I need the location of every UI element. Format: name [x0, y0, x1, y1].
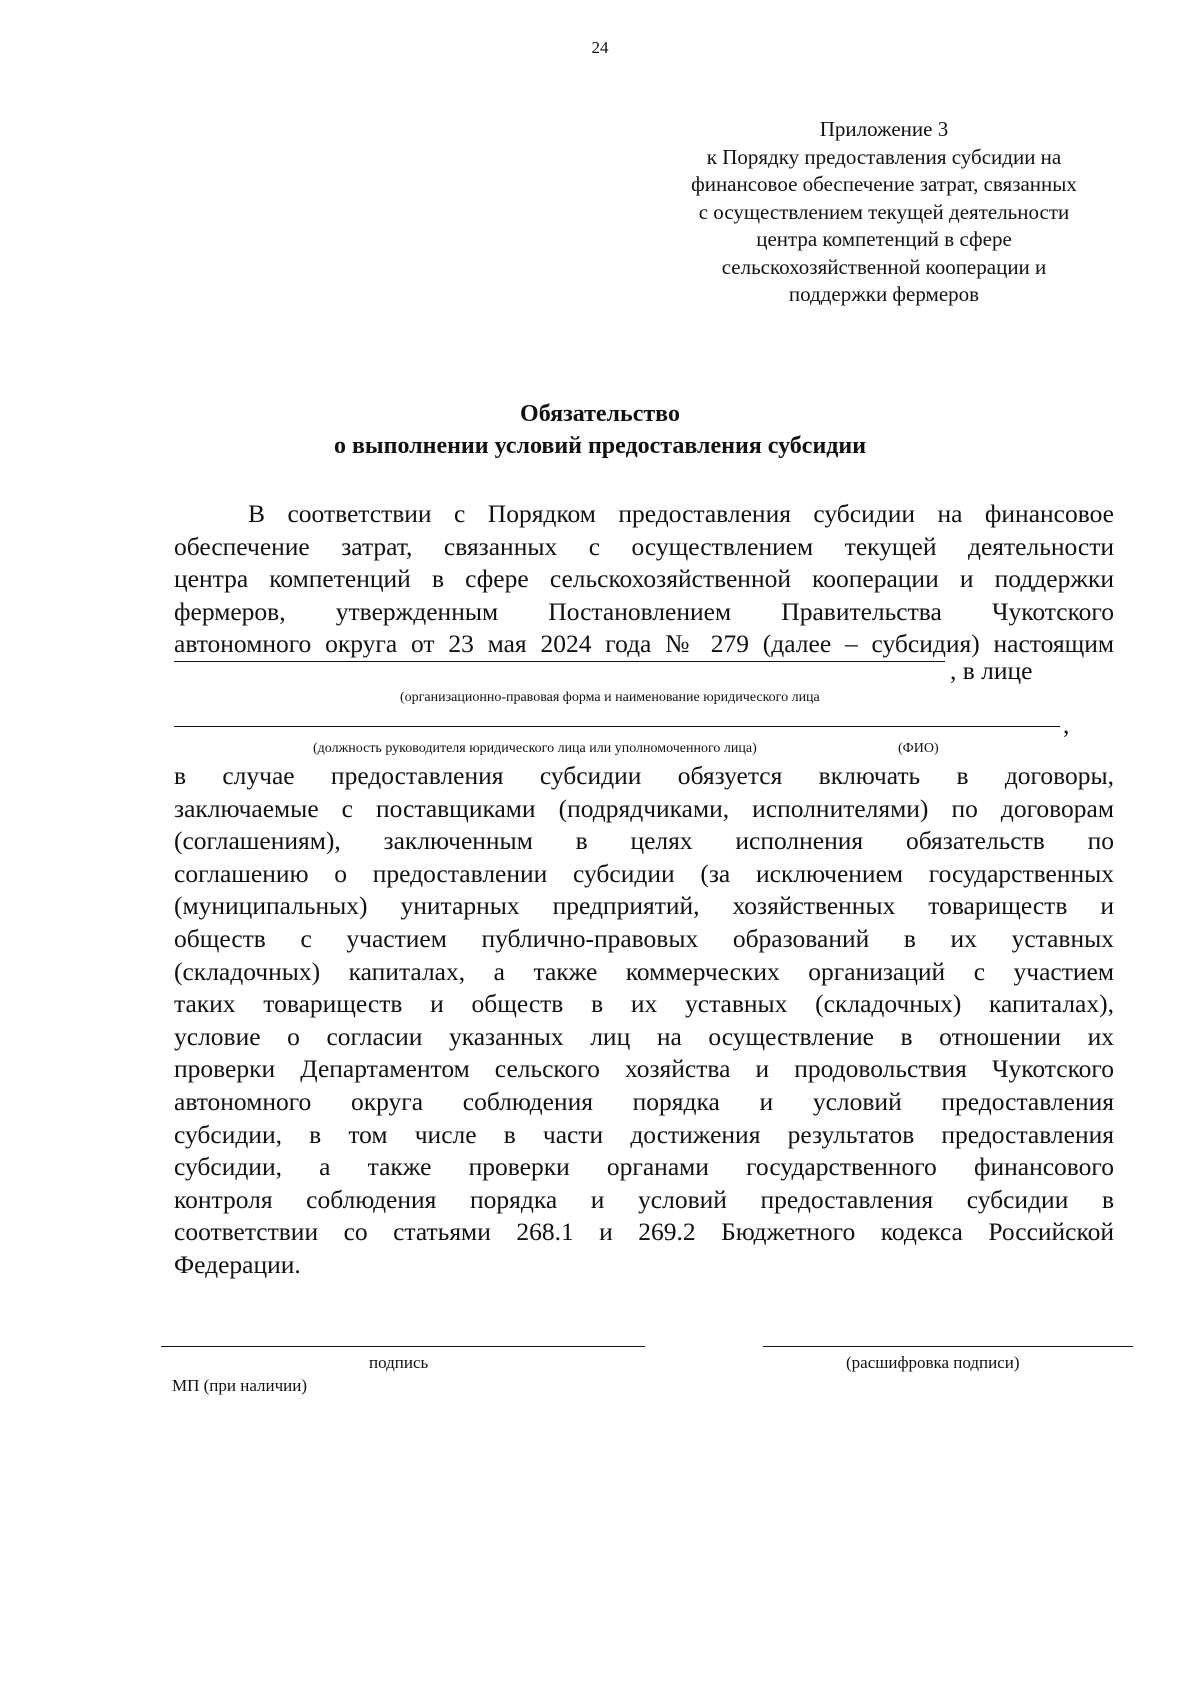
appendix-line: с осуществлением текущей деятельности: [698, 199, 1070, 224]
body-line: контроля соблюдения порядка и условий предоставления субсидии в: [174, 1184, 1114, 1214]
fill2-suffix: ,: [1063, 710, 1070, 739]
appendix-line: поддержки фермеров: [788, 282, 980, 306]
body-line: субсидии, а также проверки органами государственного финансового: [174, 1152, 1114, 1182]
organization-caption: (организационно-правовая форма и наименование юридического лица: [400, 690, 820, 705]
body-line: обществ с участием публично-правовых образований в их уставных: [174, 923, 1114, 953]
organization-fill-line[interactable]: [174, 661, 945, 662]
body-line: таких товариществ и обществ в их уставных (складочных) капиталах),: [174, 989, 1114, 1019]
intro-line: автономного округа от 23 мая 2024 года № 279 (далее – субсидия) настоящим: [174, 629, 1114, 659]
body-line: (складочных) капиталах, а также коммерческих организаций с участием: [174, 956, 1114, 986]
signature-transcript-caption: (расшифровка подписи): [846, 1353, 1020, 1372]
body-line: автономного округа соблюдения порядка и условий предоставления: [174, 1086, 1114, 1116]
signature-line[interactable]: [161, 1346, 645, 1347]
intro-line: В соответствии с Порядком предоставления субсидии на финансовое: [248, 499, 1114, 528]
body-line: в случае предоставления субсидии обязуется включать в договоры,: [174, 761, 1114, 790]
appendix-line: Приложение 3: [819, 117, 949, 141]
body-line: проверки Департаментом сельского хозяйства и продовольствия Чукотского: [174, 1054, 1114, 1084]
appendix-line: сельскохозяйственной кооперации и: [721, 254, 1047, 279]
body-line: условие о согласии указанных лиц на осуществление в отношении их: [174, 1021, 1114, 1051]
intro-line: фермеров, утвержденным Постановлением Правительства Чукотского: [174, 596, 1114, 626]
fio-caption: (ФИО): [898, 741, 939, 756]
appendix-line: финансовое обеспечение затрат, связанных: [691, 172, 1077, 196]
document-title: [0, 398, 1200, 462]
representative-fill-line[interactable]: [174, 726, 1060, 727]
body-line: соглашению о предоставлении субсидии (за исключением государственных: [174, 858, 1114, 888]
signature-transcript-line[interactable]: [763, 1346, 1133, 1347]
title-line-2: о выполнении условий предоставления субсидии: [333, 433, 867, 459]
appendix-line: к Порядку предоставления субсидии на: [706, 144, 1062, 169]
intro-line: центра компетенций в сфере сельскохозяйственной кооперации и поддержки: [174, 564, 1114, 594]
signature-caption: подпись: [369, 1353, 429, 1372]
body-paragraph: [174, 760, 1114, 1282]
intro-line: обеспечение затрат, связанных с осуществлением текущей деятельности: [174, 531, 1114, 561]
fill1-suffix: , в лице: [950, 656, 1033, 685]
body-line: Федерации.: [174, 1249, 301, 1279]
appendix-line: центра компетенций в сфере: [756, 227, 1012, 251]
intro-paragraph: [174, 498, 1114, 661]
stamp-label: МП (при наличии): [172, 1376, 308, 1395]
position-caption: (должность руководителя юридического лица или уполномоченного лица): [313, 741, 757, 756]
body-line: заключаемые с поставщиками (подрядчиками, исполнителями) по договорам: [174, 793, 1114, 823]
body-line: соответствии со статьями 268.1 и 269.2 Бюджетного кодекса Российской: [174, 1217, 1114, 1247]
body-line: (соглашениям), заключенным в целях исполнения обязательств по: [174, 826, 1114, 856]
body-line: субсидии, в том числе в части достижения результатов предоставления: [174, 1119, 1114, 1149]
body-line: (муниципальных) унитарных предприятий, хозяйственных товариществ и: [174, 891, 1114, 921]
page-number: 24: [591, 38, 609, 57]
title-line-1: Обязательство: [520, 401, 680, 427]
appendix-header: [660, 116, 1108, 309]
